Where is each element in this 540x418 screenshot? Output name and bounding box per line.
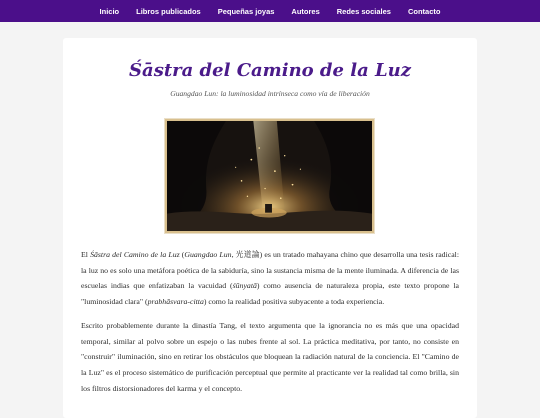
paragraph-2: Escrito probablemente durante la dinastía Tang, el texto argumenta que la ignorancia no es más que una opacidad temporal, similar al polvo sobre un espejo o las nubes frente al sol. La práctica meditativa, por tanto, no consiste en "construir" iluminación, sino en retirar los obstáculos que bloquean la radiación natural de la conciencia. El "Camino de la Luz" es el proceso sistemático de purificación perceptual que permite al practicante ver la realidad tal como brilla, sin los filtros distorsionadores del karma y el concepto. [81,320,459,393]
nav-redes-sociales[interactable]: Redes sociales [336,6,391,16]
nav-pequenas-joyas[interactable]: Pequeñas joyas [217,6,275,16]
p1-text: El [81,250,91,259]
p1-italic-title: Śāstra del Camino de la Luz [90,250,180,259]
article-subtitle: Guangdao Lun: la luminosidad intrínseca como vía de liberación [170,89,370,98]
nav-inicio[interactable]: Inicio [99,6,120,16]
article-title: Śāstra del Camino de la Luz [129,60,411,81]
p1-text: ) como la realidad positiva subyacente a toda experiencia. [203,297,385,307]
p1-italic-guangdao: Guangdao Lun [184,250,232,259]
p1-text: ( [179,250,185,259]
article-card [63,38,477,418]
article-body [81,247,459,404]
nav-libros-publicados[interactable]: Libros publicados [136,6,201,16]
top-navigation-bar [0,0,540,22]
nav-autores[interactable]: Autores [291,6,320,16]
p1-italic-sunyata: śūnyatā [232,281,257,291]
paragraph-1 [81,247,459,310]
p1-text: ) como ausencia de naturaleza propia, este texto propone la "luminosidad clara" ( [81,281,459,307]
p1-text: , 光道論) es un tratado mahayana chino que desarrolla una tesis radical: la luz no es solo una metáfora poética de la sabiduría, sino la sustancia misma de la mente iluminada. A diferencia de las escuelas indias que enfatizaban la vacuidad ( [81,250,459,291]
p1-italic-prabhasvara: prabhāsvara-citta [147,297,204,307]
nav-contacto[interactable]: Contacto [407,6,441,16]
cave-light-illustration [165,119,374,233]
cave-light-image [167,121,372,231]
